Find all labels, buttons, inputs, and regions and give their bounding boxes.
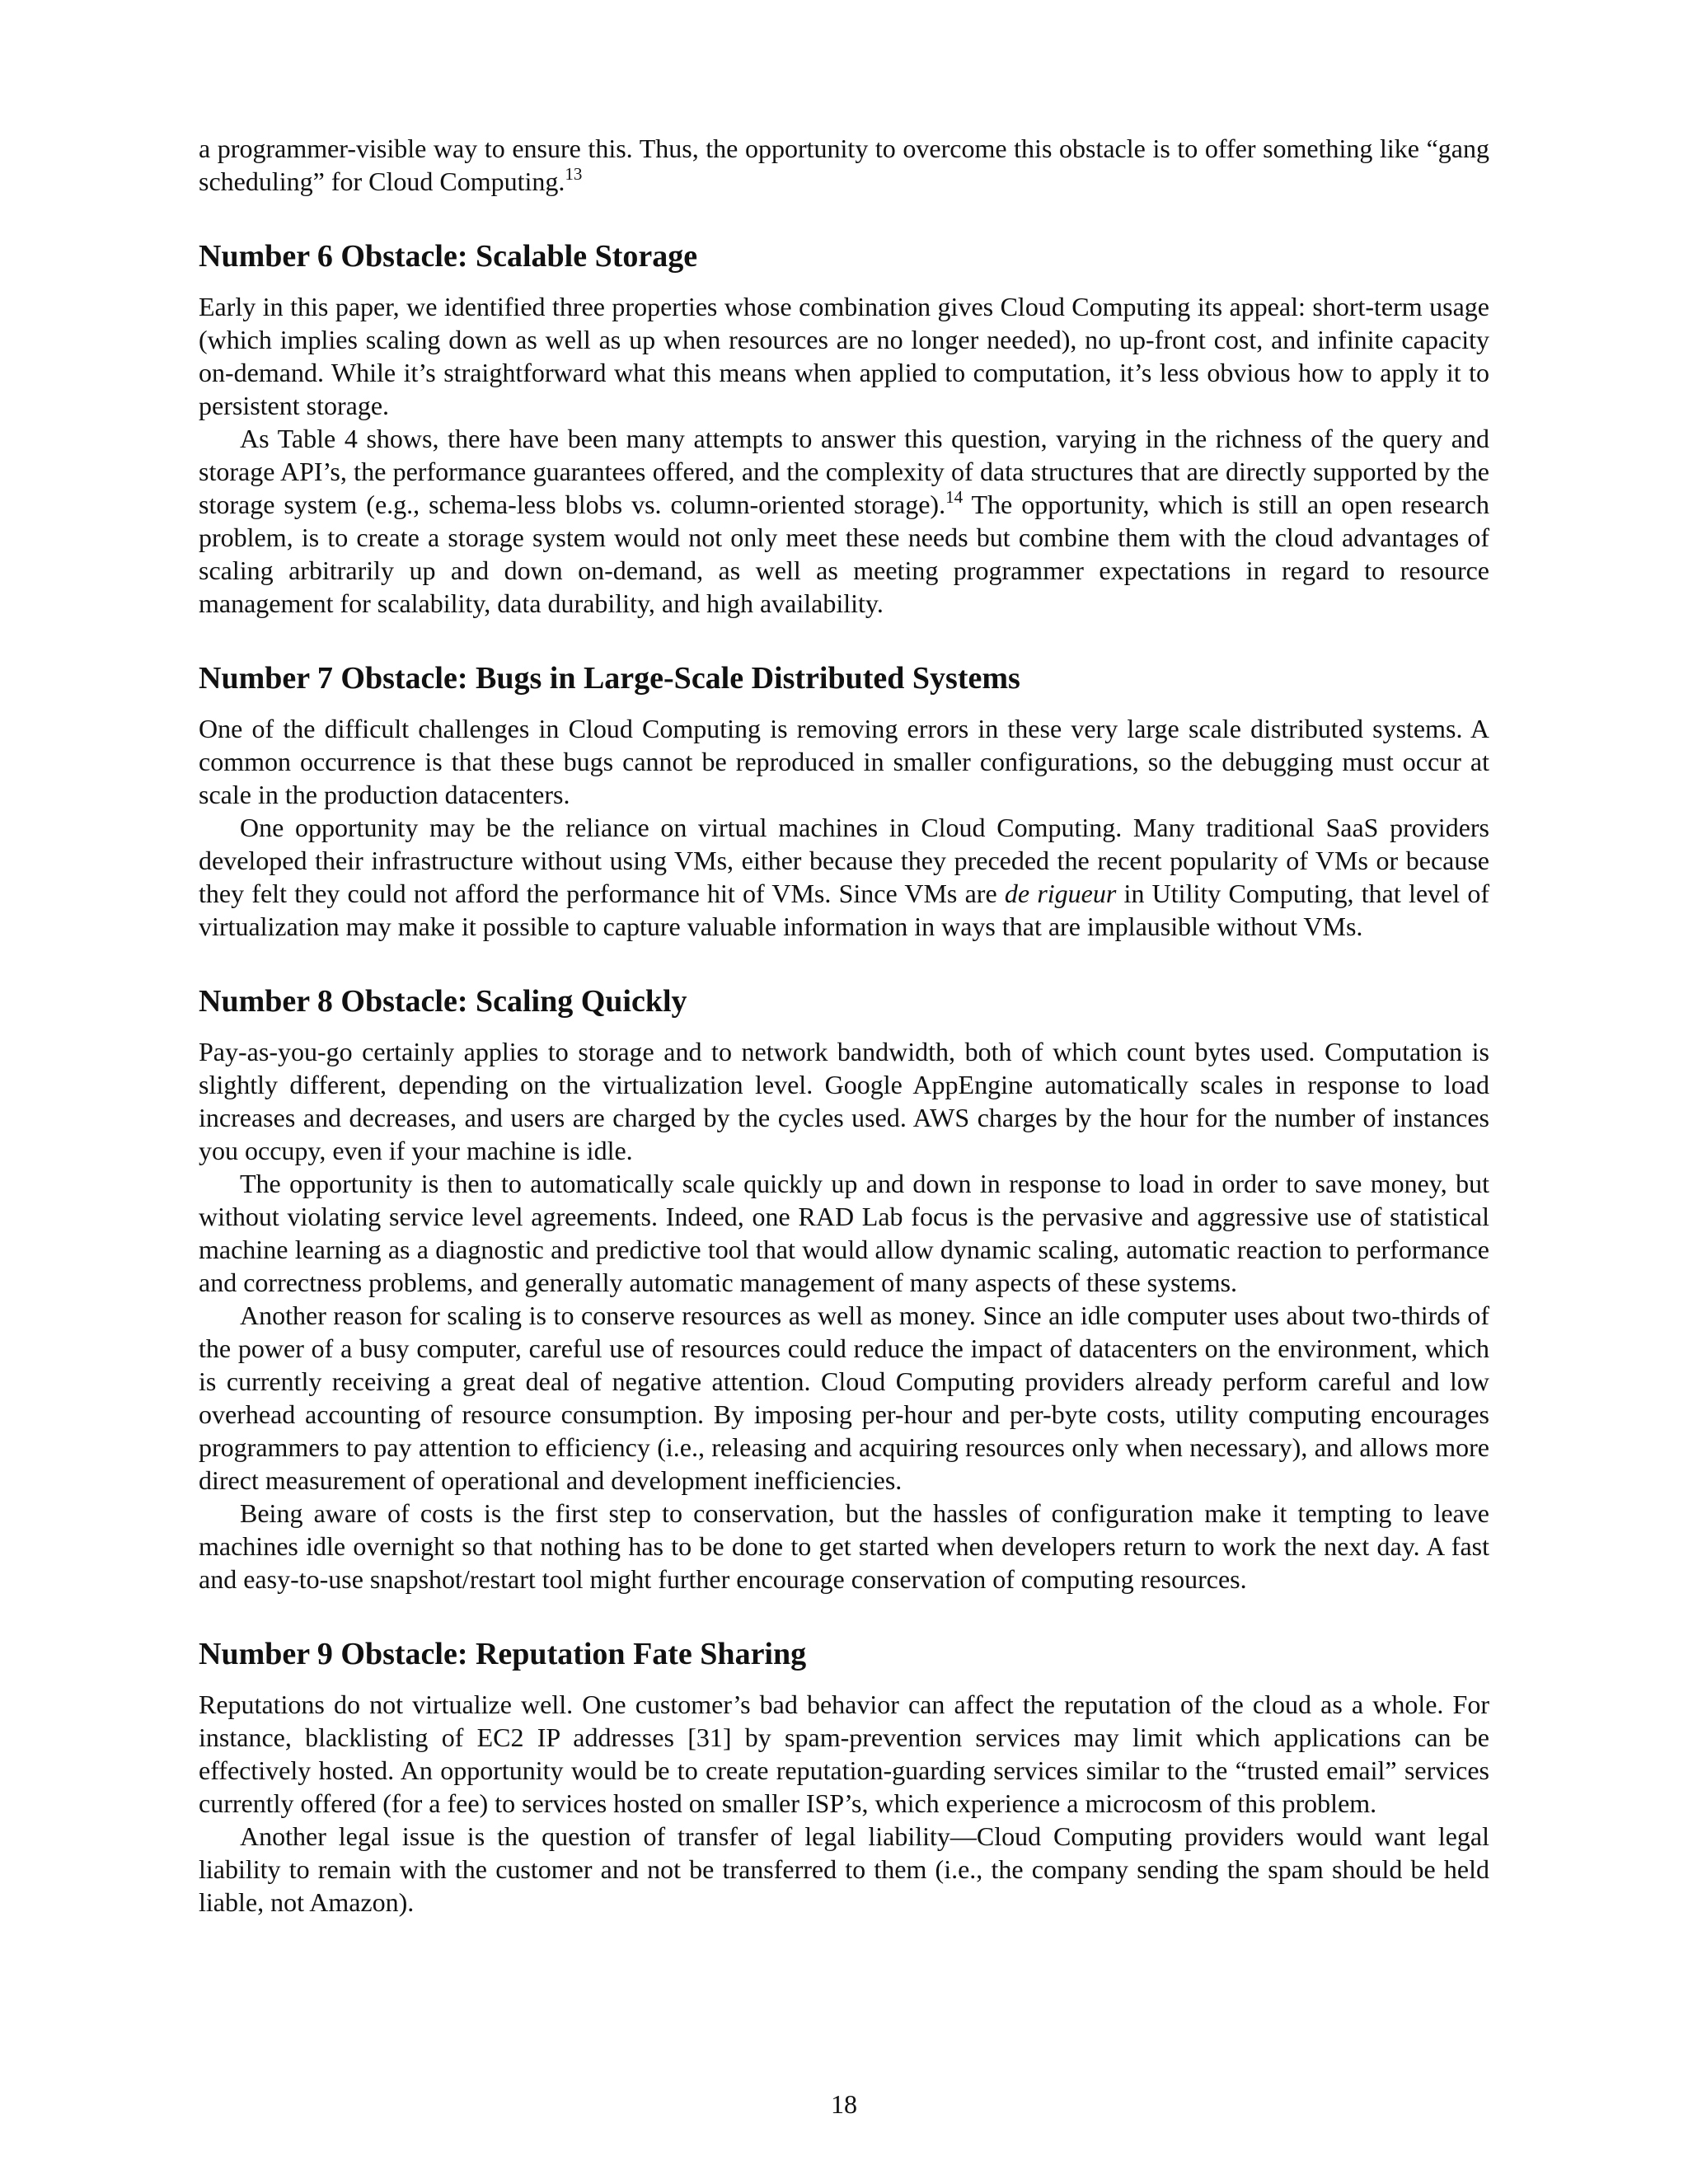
section-6-paragraph-2-text-b: The opportunity, which is still an open research problem, is to create a storage system would not only meet these needs but combine them with the cloud advantages of scaling arbitrarily up and down on-demand, as well as meeting programmer expectations in regard to resource management for scalability, data durability, and high availability. (199, 490, 1490, 618)
section-heading-obstacle-6: Number 6 Obstacle: Scalable Storage (199, 239, 698, 274)
section-8-paragraph-4: Being aware of costs is the first step to conservation, but the hassles of configuration make it tempting to leave machines idle overnight so that nothing has to be done to get started when developers return to work the next day. A fast and easy-to-use snapshot/restart tool might further encourage conservation of computing resources. (199, 1498, 1489, 1594)
section-7-paragraph-2 (199, 811, 1489, 943)
section-8-paragraph-2: The opportunity is then to automatically scale quickly up and down in response to load in order to save money, but without violating service level agreements. Indeed, one RAD Lab focus is the pervasive and aggressive use of statistical machine learning as a diagnostic and predictive tool that would allow dynamic scaling, automatic reaction to performance and correctness problems, and generally automatic management of many aspects of these systems. (199, 1169, 1489, 1297)
intro-paragraph-text: a programmer-visible way to ensure this. Thus, the opportunity to overcome this obstacle is to offer something like “gang scheduling” for Cloud Computing. (199, 134, 1489, 196)
section-6-paragraph-2-text-a: As Table 4 shows, there have been many attempts to answer this question, varying in the richness of the query and storage API’s, the performance guarantees offered, and the complexity of data structures that are directly supported by the storage system (e.g., schema-less blobs vs. column-oriented storage). (199, 424, 1489, 519)
section-7-paragraph-1: One of the difficult challenges in Cloud Computing is removing errors in these very large scale distributed systems. A common occurrence is that these bugs cannot be reproduced in smaller configurations, so the debugging must occur at scale in the production datacenters. (199, 714, 1489, 809)
section-heading-obstacle-9: Number 9 Obstacle: Reputation Fate Sharing (199, 1637, 807, 1671)
section-8-paragraph-1: Pay-as-you-go certainly applies to storage and to network bandwidth, both of which count bytes used. Computation is slightly different, depending on the virtualization level. Google AppEngine automatically scales in response to load increases and decreases, and users are charged by the cycles used. AWS charges by the hour for the number of instances you occupy, even if your machine is idle. (199, 1037, 1489, 1165)
intro-paragraph (199, 132, 1489, 198)
section-7-paragraph-2-text-a: One opportunity may be the reliance on virtual machines in Cloud Computing. Many traditional SaaS providers developed their infrastructure without using VMs, either because they preceded the recent popularity of VMs or because they felt they could not afford the performance hit of VMs. Since VMs are (199, 813, 1489, 908)
page-number: 18 (831, 2089, 857, 2119)
paper-page (199, 132, 1489, 1919)
section-6-paragraph-2 (199, 422, 1489, 620)
italic-phrase: de rigueur (1004, 879, 1117, 908)
footnote-marker-13[interactable]: 13 (565, 164, 583, 184)
footnote-marker-14[interactable]: 14 (945, 487, 964, 507)
section-6-paragraph-1: Early in this paper, we identified three properties whose combination gives Cloud Computing its appeal: short-term usage (which implies scaling down as well as up when resources are no longer needed), no up-front cost, and infinite capacity on-demand. While it’s straightforward what this means when applied to computation, it’s less obvious how to apply it to persistent storage. (199, 292, 1489, 420)
section-heading-obstacle-7: Number 7 Obstacle: Bugs in Large-Scale Distributed Systems (199, 661, 1020, 696)
section-9-paragraph-1: Reputations do not virtualize well. One customer’s bad behavior can affect the reputation of the cloud as a whole. For instance, blacklisting of EC2 IP addresses [31] by spam-prevention services may limit which applications can be effectively hosted. An opportunity would be to create reputation-guarding services similar to the “trusted email” services currently offered (for a fee) to services hosted on smaller ISP’s, which experience a microcosm of this problem. (199, 1690, 1489, 1818)
section-heading-obstacle-8: Number 8 Obstacle: Scaling Quickly (199, 984, 687, 1019)
section-8-paragraph-3: Another reason for scaling is to conserve resources as well as money. Since an idle computer uses about two-thirds of the power of a busy computer, careful use of resources could reduce the impact of datacenters on the environment, which is currently receiving a great deal of negative attention. Cloud Computing providers already perform careful and low overhead accounting of resource consumption. By imposing per-hour and per-byte costs, utility computing encourages programmers to pay attention to efficiency (i.e., releasing and acquiring resources only when necessary), and allows more direct measurement of operational and development inefficiencies. (199, 1301, 1489, 1495)
section-9-paragraph-2: Another legal issue is the question of transfer of legal liability—Cloud Computing providers would want legal liability to remain with the customer and not be transferred to them (i.e., the company sending the spam should be held liable, not Amazon). (199, 1821, 1489, 1917)
section-7-paragraph-2-text-b: in Utility Computing, that level of virtualization may make it possible to capture valuable information in ways that are implausible without VMs. (199, 879, 1490, 941)
